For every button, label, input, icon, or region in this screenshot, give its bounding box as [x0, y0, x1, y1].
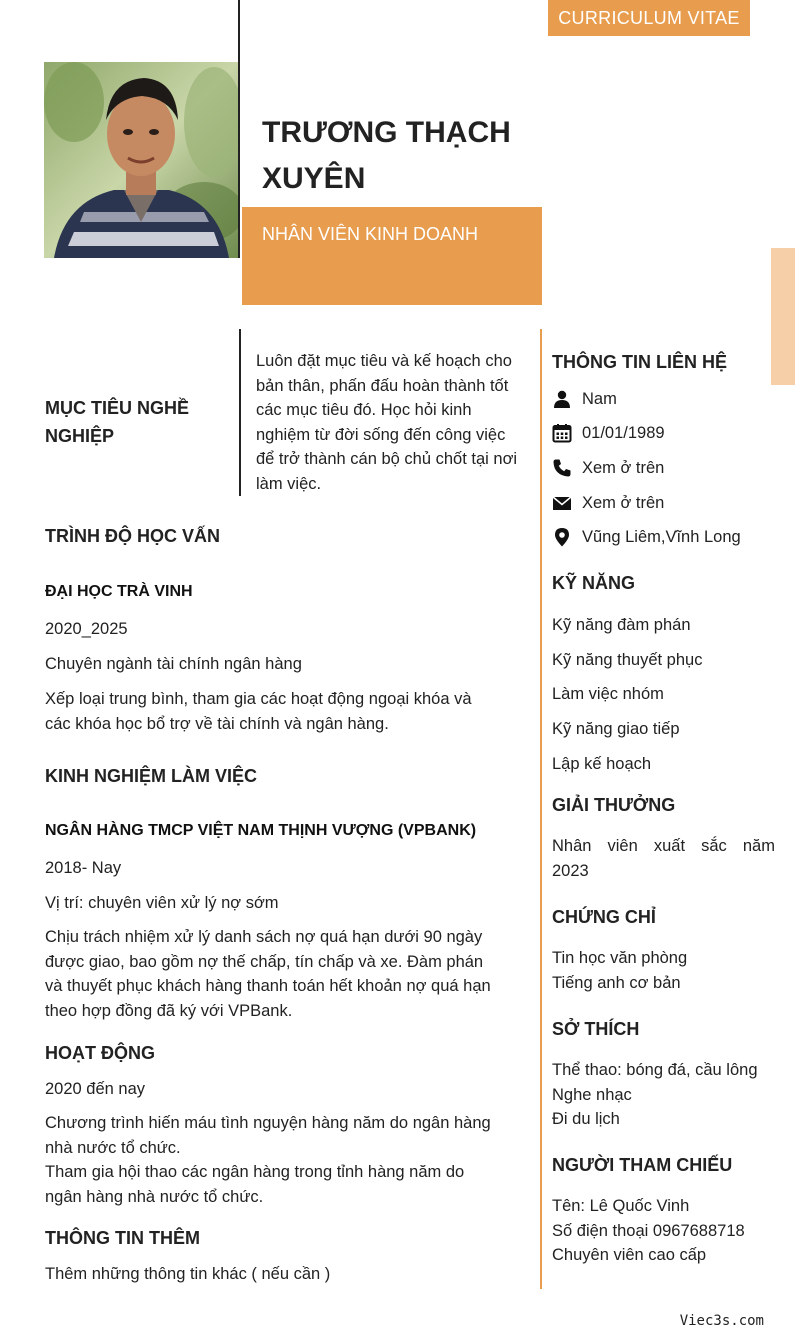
experience-desc-line: được giao, bao gồm nợ thế chấp, tín chấp và xe. Đàm phán — [45, 952, 484, 971]
hobby-item: Đi du lịch — [552, 1110, 620, 1128]
experience-description — [45, 925, 525, 1023]
contact-email: Xem ở trên — [582, 493, 665, 512]
award-word: sắc — [701, 837, 727, 855]
contact-heading: THÔNG TIN LIÊN HỆ — [552, 352, 727, 372]
objective-line: làm việc. — [256, 474, 322, 493]
education-desc-line: các khóa học bổ trợ về tài chính và ngân hàng. — [45, 714, 389, 733]
activities-description — [45, 1111, 525, 1209]
education-desc-line: Xếp loại trung bình, tham gia các hoạt động ngoại khóa và — [45, 690, 472, 708]
skill-item: Kỹ năng giao tiếp — [552, 720, 680, 738]
education-description — [45, 687, 525, 736]
award-word: Nhân — [552, 837, 592, 855]
education-period: 2020_2025 — [45, 620, 128, 638]
objective-text — [256, 349, 536, 496]
contact-gender: Nam — [582, 389, 617, 408]
skill-item: Làm việc nhóm — [552, 685, 664, 703]
activities-heading: HOẠT ĐỘNG — [45, 1043, 155, 1063]
experience-position: Vị trí: chuyên viên xử lý nợ sớm — [45, 894, 279, 912]
experience-heading: KINH NGHIỆM LÀM VIỆC — [45, 766, 258, 786]
calendar-icon — [552, 423, 572, 443]
contact-email-row — [552, 490, 664, 516]
job-title: NHÂN VIÊN KINH DOANH — [262, 224, 479, 244]
education-school: ĐẠI HỌC TRÀ VINH — [45, 583, 193, 600]
more-info-text: Thêm những thông tin khác ( nếu cần ) — [45, 1265, 331, 1283]
reference-details — [552, 1194, 745, 1268]
activities-desc-line: Tham gia hội thao các ngân hàng trong tỉnh hàng năm do — [45, 1163, 465, 1181]
award-word: xuất — [653, 837, 686, 855]
experience-desc-line: Chịu trách nhiệm xử lý danh sách nợ quá hạn dưới 90 ngày — [45, 928, 483, 946]
objective-line: bản thân, phấn đấu hoàn thành tốt — [256, 376, 509, 395]
right-column-divider — [540, 329, 542, 1289]
contact-address: Vũng Liêm,Vĩnh Long — [582, 527, 741, 546]
hobby-item: Thể thao: bóng đá, cầu lông — [552, 1061, 758, 1079]
experience-desc-line: và thuyết phục khách hàng thanh toán hết khoản nợ quá hạn — [45, 977, 491, 995]
award-word: năm — [742, 837, 775, 855]
job-title-box — [242, 207, 542, 305]
location-icon — [552, 527, 572, 547]
objective-line: nghiệm từ đời sống đến công việc — [256, 425, 506, 444]
candidate-name-line1: TRƯƠNG THẠCH — [262, 116, 511, 149]
objective-heading — [45, 394, 189, 450]
contact-address-row — [552, 524, 741, 550]
activities-period: 2020 đến nay — [45, 1080, 146, 1098]
skills-heading: KỸ NĂNG — [552, 573, 636, 593]
hobby-item: Nghe nhạc — [552, 1085, 632, 1104]
cv-tag — [548, 0, 750, 36]
candidate-name — [262, 110, 532, 202]
certificate-item: Tiếng anh cơ bản — [552, 973, 681, 992]
contact-gender-row — [552, 386, 617, 412]
certificates-heading: CHỨNG CHỈ — [552, 907, 656, 927]
reference-role: Chuyên viên cao cấp — [552, 1246, 707, 1264]
hobbies-list — [552, 1058, 758, 1132]
objective-line: Luôn đặt mục tiêu và kế hoạch cho — [256, 352, 512, 370]
more-info-heading: THÔNG TIN THÊM — [45, 1228, 200, 1248]
contact-dob: 01/01/1989 — [582, 423, 665, 442]
activities-desc-line: Chương trình hiến máu tình nguyện hàng năm do ngân hàng — [45, 1114, 491, 1132]
objective-divider — [239, 329, 241, 496]
objective-line: để trở thành cán bộ chủ chốt tại nơi — [256, 450, 518, 468]
contact-dob-row — [552, 420, 665, 446]
side-tab — [771, 248, 795, 385]
skill-item: Lập kế hoạch — [552, 755, 652, 773]
phone-icon — [552, 458, 572, 478]
awards-heading: GIẢI THƯỞNG — [552, 795, 676, 815]
skill-item: Kỹ năng thuyết phục — [552, 651, 703, 669]
header-divider — [238, 0, 240, 258]
candidate-name-line2: XUYÊN — [262, 162, 366, 195]
cv-tag-label: CURRICULUM VITAE — [558, 8, 740, 28]
education-heading: TRÌNH ĐỘ HỌC VẤN — [45, 526, 220, 546]
award-line-1 — [552, 834, 775, 859]
email-icon — [552, 493, 572, 513]
experience-company: NGÂN HÀNG TMCP VIỆT NAM THỊNH VƯỢNG (VPBANK) — [45, 822, 477, 839]
contact-phone-row — [552, 455, 664, 481]
person-icon — [552, 389, 572, 409]
watermark: Viec3s.com — [679, 1313, 764, 1329]
objective-heading-line1: MỤC TIÊU NGHỀ — [45, 398, 189, 418]
award-line-2: 2023 — [552, 862, 589, 880]
objective-heading-line2: NGHIỆP — [45, 426, 115, 446]
contact-phone: Xem ở trên — [582, 458, 665, 477]
experience-desc-line: theo hợp đồng đã ký với VPBank. — [45, 1001, 293, 1020]
hobbies-heading: SỞ THÍCH — [552, 1019, 640, 1039]
reference-heading: NGƯỜI THAM CHIẾU — [552, 1155, 733, 1175]
objective-line: các mục tiêu đó. Học hỏi kinh — [256, 401, 472, 419]
certificate-item: Tin học văn phòng — [552, 949, 688, 967]
profile-photo — [44, 62, 238, 258]
activities-desc-line: ngân hàng nhà nước tổ chức. — [45, 1187, 264, 1206]
experience-period: 2018- Nay — [45, 859, 122, 877]
activities-desc-line: nhà nước tổ chức. — [45, 1138, 181, 1157]
skill-item: Kỹ năng đàm phán — [552, 616, 691, 634]
reference-name: Tên: Lê Quốc Vinh — [552, 1197, 690, 1215]
award-word: viên — [607, 837, 638, 855]
education-major: Chuyên ngành tài chính ngân hàng — [45, 655, 302, 673]
certificates-list — [552, 946, 687, 995]
reference-phone: Số điện thoại 0967688718 — [552, 1221, 745, 1240]
